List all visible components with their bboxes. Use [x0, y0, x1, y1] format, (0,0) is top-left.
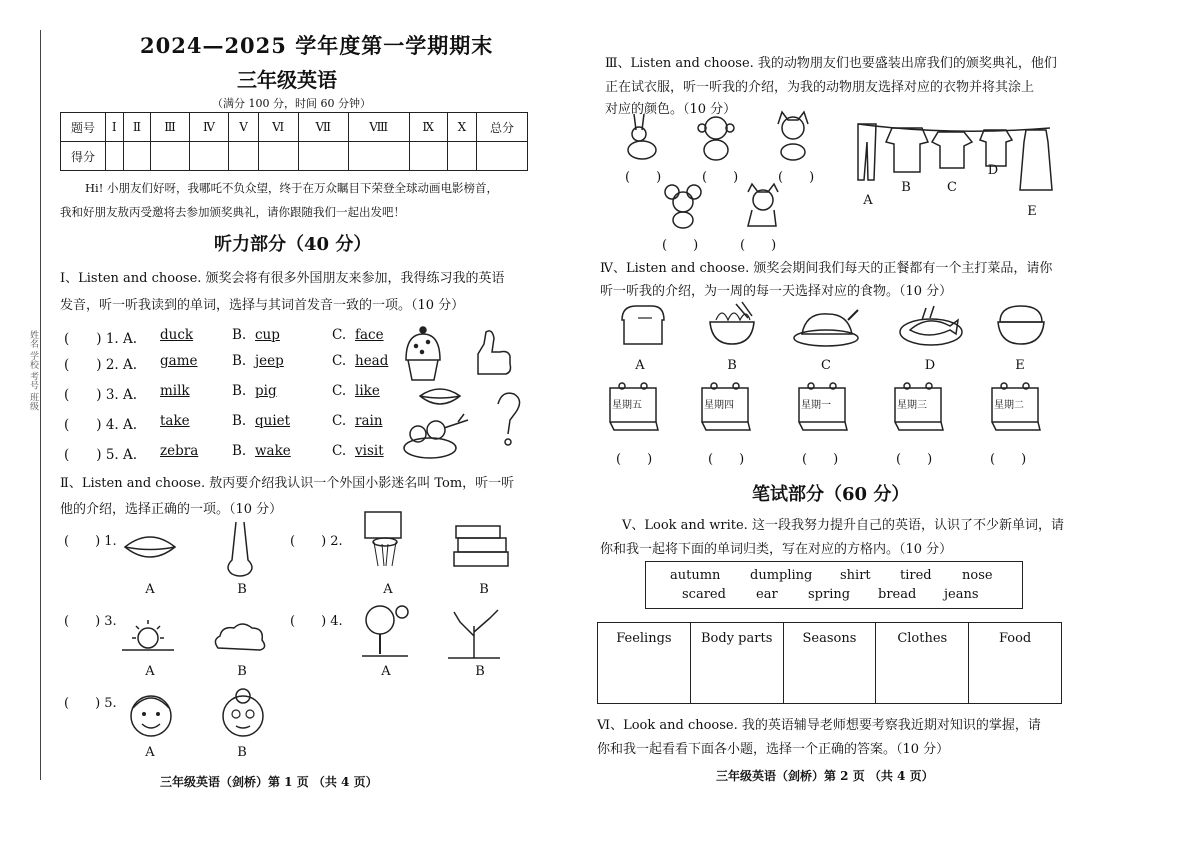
basketball-hoop-icon: [360, 510, 410, 572]
cupcake-icon: [406, 327, 440, 380]
word-bank-word: tired: [900, 568, 932, 583]
q1-option-b[interactable]: wake: [255, 443, 291, 459]
word-bank-word: ear: [756, 587, 778, 602]
q4-answer-2[interactable]: ( ): [708, 452, 745, 467]
q1-option-b[interactable]: pig: [255, 383, 277, 399]
score-table-header-row: [61, 113, 528, 142]
exam-title: 2024—2025 学年度第一学期期末: [140, 33, 494, 58]
table-cell: Ⅷ: [348, 113, 409, 142]
question-mark-icon: [498, 393, 520, 445]
score-cell[interactable]: [106, 142, 124, 171]
q4-answer-3[interactable]: ( ): [802, 452, 839, 467]
q2-4-label-b: B: [475, 664, 485, 679]
noodles-icon: [706, 300, 758, 348]
q2-answer-3[interactable]: ( ) 3.: [64, 614, 117, 629]
q2-5-label-a: A: [145, 745, 155, 760]
q2-3-label-a: A: [145, 664, 155, 679]
nose-icon: [218, 520, 262, 580]
q1-option-c[interactable]: rain: [355, 413, 383, 429]
q1-option-b-prefix: B.: [232, 327, 247, 343]
q1-number: ( ) 2. A.: [64, 357, 138, 373]
q3-answer-mouse[interactable]: ( ): [662, 238, 699, 253]
category-header: Clothes: [897, 631, 948, 646]
exam-subtitle: 三年级英语: [237, 68, 337, 92]
calendar-day-2: 星期四: [704, 400, 734, 411]
sunny-icon: [118, 614, 178, 658]
cat-icon: [770, 110, 816, 162]
q1-option-a[interactable]: take: [160, 413, 190, 429]
q1-option-b-prefix: B.: [232, 353, 247, 369]
q4-letter-e: E: [1015, 358, 1025, 373]
dress-icon: [1020, 130, 1052, 190]
rice-bowl-icon: [994, 300, 1048, 348]
trousers-icon: [858, 124, 876, 180]
q4-letter-b: B: [727, 358, 737, 373]
category-header: Seasons: [802, 631, 857, 646]
word-bank-word: spring: [808, 587, 851, 602]
q1-number: ( ) 1. A.: [64, 331, 138, 347]
score-cell[interactable]: [447, 142, 476, 171]
q4-letter-c: C: [821, 358, 831, 373]
spring-tree-icon: [358, 600, 414, 662]
q2-answer-1[interactable]: ( ) 1.: [64, 534, 117, 549]
calendar-day-5: 星期二: [994, 400, 1024, 411]
calendar-day-4: 星期三: [897, 400, 927, 411]
q2-5-label-b: B: [237, 745, 247, 760]
table-cell: Ⅴ: [229, 113, 258, 142]
category-feelings-cell[interactable]: [598, 623, 691, 704]
intro-line-1: Hi! 小朋友们好呀，我哪吒不负众望，终于在万众瞩目下荣登全球动画电影榜首，: [85, 181, 498, 195]
q2-instructions-1: Ⅱ、Listen and choose. 敖丙要介绍我认识一个外国小影迷名叫 Tom，听一听: [60, 476, 515, 491]
q2-2-label-a: A: [383, 582, 393, 597]
fish-dish-icon: [898, 300, 964, 348]
q1-option-c-prefix: C.: [332, 353, 347, 369]
q1-option-a[interactable]: zebra: [160, 443, 199, 459]
table-cell: Ⅶ: [298, 113, 348, 142]
q1-option-a[interactable]: game: [160, 353, 198, 369]
q1-option-a[interactable]: milk: [160, 383, 190, 399]
bread-icon: [618, 300, 668, 348]
cloudy-icon: [210, 618, 270, 658]
q1-option-b[interactable]: quiet: [255, 413, 291, 429]
q1-instructions-1: Ⅰ、Listen and choose. 颁奖会将有很多外国朋友来参加，我得练习我的英语: [60, 271, 505, 286]
q5-instructions-2: 你和我一起将下面的单词归类，写在对应的方格内。（10 分）: [600, 542, 953, 557]
q1-option-c-prefix: C.: [332, 383, 347, 399]
q1-number: ( ) 5. A.: [64, 447, 138, 463]
score-cell[interactable]: [409, 142, 447, 171]
q3-instructions-1: Ⅲ、Listen and choose. 我的动物朋友们也要盛装出席我们的颁奖典礼，他们: [605, 56, 1057, 71]
q1-option-c[interactable]: visit: [355, 443, 384, 459]
category-table: [597, 622, 1062, 704]
mouth-icon: [120, 522, 180, 572]
score-table: [60, 112, 528, 171]
boy-face-icon: [124, 688, 178, 742]
rabbit-icon: [620, 110, 666, 162]
listening-heading: 听力部分（40 分）: [214, 234, 372, 255]
q1-option-c-prefix: C.: [332, 327, 347, 343]
q3-instructions-3: 对应的颜色。（10 分）: [605, 102, 737, 117]
mouse-icon: [660, 182, 706, 230]
score-cell[interactable]: [151, 142, 189, 171]
q3-letter-e: E: [1027, 204, 1037, 219]
table-cell: Ⅸ: [409, 113, 447, 142]
word-bank-word: autumn: [670, 568, 721, 583]
word-bank-word: bread: [878, 587, 917, 602]
q4-letter-d: D: [924, 358, 936, 373]
score-cell[interactable]: [298, 142, 348, 171]
q2-2-label-b: B: [479, 582, 489, 597]
q3-instructions-2: 正在试衣服，听一听我的介绍，为我的动物朋友选择对应的衣物并将其涂上: [605, 80, 1035, 95]
q1-option-c[interactable]: head: [355, 353, 389, 369]
q2-4-label-a: A: [381, 664, 391, 679]
q1-option-a[interactable]: duck: [160, 327, 194, 343]
word-bank: [645, 561, 1023, 609]
roast-chicken-icon: [792, 304, 862, 348]
q6-instructions-1: Ⅵ、Look and choose. 我的英语辅导老师想要考察我近期对知识的掌握，请: [597, 718, 1041, 733]
category-food-cell[interactable]: [969, 623, 1062, 704]
q3-answer-fox[interactable]: ( ): [740, 238, 777, 253]
q5-instructions-1: Ⅴ、Look and write. 这一段我努力提升自己的英语，认识了不少新单词，请: [622, 518, 1064, 533]
q4-instructions-1: Ⅳ、Listen and choose. 颁奖会期间我们每天的正餐都有一个主打菜品，请你: [600, 261, 1053, 276]
q2-answer-4[interactable]: ( ) 4.: [290, 614, 343, 629]
writing-heading: 笔试部分（60 分）: [752, 484, 910, 505]
q1-option-c[interactable]: face: [355, 327, 384, 343]
page2-footer: 三年级英语（剑桥）第 2 页 （共 4 页）: [716, 769, 934, 783]
thumbs-up-icon: [478, 331, 511, 374]
q4-answer-5[interactable]: ( ): [990, 452, 1027, 467]
table-cell: Ⅲ: [151, 113, 189, 142]
old-woman-face-icon: [216, 688, 270, 742]
q1-option-b-prefix: B.: [232, 383, 247, 399]
category-header: Body parts: [701, 631, 773, 646]
winter-tree-icon: [444, 602, 504, 660]
table-cell: 总分: [477, 113, 528, 142]
calendar-day-3: 星期一: [801, 400, 831, 411]
monkey-icon: [692, 112, 742, 162]
table-cell: Ⅱ: [123, 113, 151, 142]
table-cell: 得分: [61, 142, 106, 171]
category-clothes-cell[interactable]: [876, 623, 969, 704]
q4-instructions-2: 听一听我的介绍，为一周的每一天选择对应的食物。（10 分）: [600, 284, 953, 299]
q2-answer-2[interactable]: ( ) 2.: [290, 534, 343, 549]
q1-option-c-prefix: C.: [332, 413, 347, 429]
q1-option-b[interactable]: jeep: [255, 353, 284, 369]
table-cell: Ⅵ: [258, 113, 298, 142]
q1-option-c[interactable]: like: [355, 383, 380, 399]
score-cell[interactable]: [189, 142, 229, 171]
q1-option-b-prefix: B.: [232, 413, 247, 429]
q1-option-b-prefix: B.: [232, 443, 247, 459]
vegetables-icon: [404, 414, 468, 458]
q1-number: ( ) 3. A.: [64, 387, 138, 403]
q6-instructions-2: 你和我一起看看下面各小题，选择一个正确的答案。（10 分）: [597, 742, 950, 757]
q2-instructions-2: 他的介绍，选择正确的一项。（10 分）: [60, 502, 283, 517]
word-bank-word: jeans: [944, 587, 979, 602]
intro-line-2: 我和好朋友敖丙受邀将去参加颁奖典礼，请你跟随我们一起出发吧！: [60, 205, 405, 219]
score-cell[interactable]: [348, 142, 409, 171]
table-cell: Ⅹ: [447, 113, 476, 142]
q1-pictures-illustration: [398, 324, 528, 466]
page1-footer: 三年级英语（剑桥）第 1 页 （共 4 页）: [160, 775, 378, 789]
q3-letter-c: C: [947, 180, 957, 195]
binding-margin-text: 姓名 学校 考号 班级: [28, 330, 38, 411]
q1-option-b[interactable]: cup: [255, 327, 280, 343]
sweater-icon: [886, 128, 928, 172]
calendar-day-1: 星期五: [612, 400, 642, 411]
table-cell: 题号: [61, 113, 106, 142]
table-cell: I: [106, 113, 124, 142]
word-bank-word: dumpling: [750, 568, 813, 583]
q4-letter-a: A: [635, 358, 645, 373]
books-icon: [450, 522, 514, 572]
q2-3-label-b: B: [237, 664, 247, 679]
q2-answer-5[interactable]: ( ) 5.: [64, 696, 117, 711]
category-header: Food: [998, 631, 1032, 646]
t-shirt-icon: [932, 132, 972, 168]
q1-option-c-prefix: C.: [332, 443, 347, 459]
q3-answer-rabbit[interactable]: ( ): [625, 170, 662, 185]
word-bank-word: nose: [962, 568, 993, 583]
score-cell[interactable]: [477, 142, 528, 171]
score-note: （满分 100 分，时间 60 分钟）: [212, 97, 371, 110]
q4-answer-4[interactable]: ( ): [896, 452, 933, 467]
q1-instructions-2: 发音，听一听我读到的单词，选择与其词首发音一致的一项。（10 分）: [60, 298, 465, 313]
binding-line: [40, 30, 41, 780]
score-cell[interactable]: [123, 142, 151, 171]
table-cell: Ⅳ: [189, 113, 229, 142]
lips-icon: [420, 389, 460, 404]
q2-1-label-b: B: [237, 582, 247, 597]
q3-answer-cat[interactable]: ( ): [778, 170, 815, 185]
q1-number: ( ) 4. A.: [64, 417, 138, 433]
score-cell[interactable]: [258, 142, 298, 171]
score-table-score-row: [61, 142, 528, 171]
q3-answer-monkey[interactable]: ( ): [702, 170, 739, 185]
word-bank-word: shirt: [840, 568, 871, 583]
q3-letter-b: B: [901, 180, 911, 195]
q4-answer-1[interactable]: ( ): [616, 452, 653, 467]
q3-letter-a: A: [863, 193, 873, 208]
q2-1-label-a: A: [145, 582, 155, 597]
category-header: Feelings: [616, 631, 672, 646]
shirt-icon: [980, 130, 1012, 166]
score-cell[interactable]: [229, 142, 258, 171]
fox-icon: [738, 182, 788, 230]
word-bank-word: scared: [682, 587, 726, 602]
q3-letter-d: D: [987, 163, 999, 178]
category-body-parts-cell[interactable]: [690, 623, 783, 704]
category-seasons-cell[interactable]: [783, 623, 876, 704]
